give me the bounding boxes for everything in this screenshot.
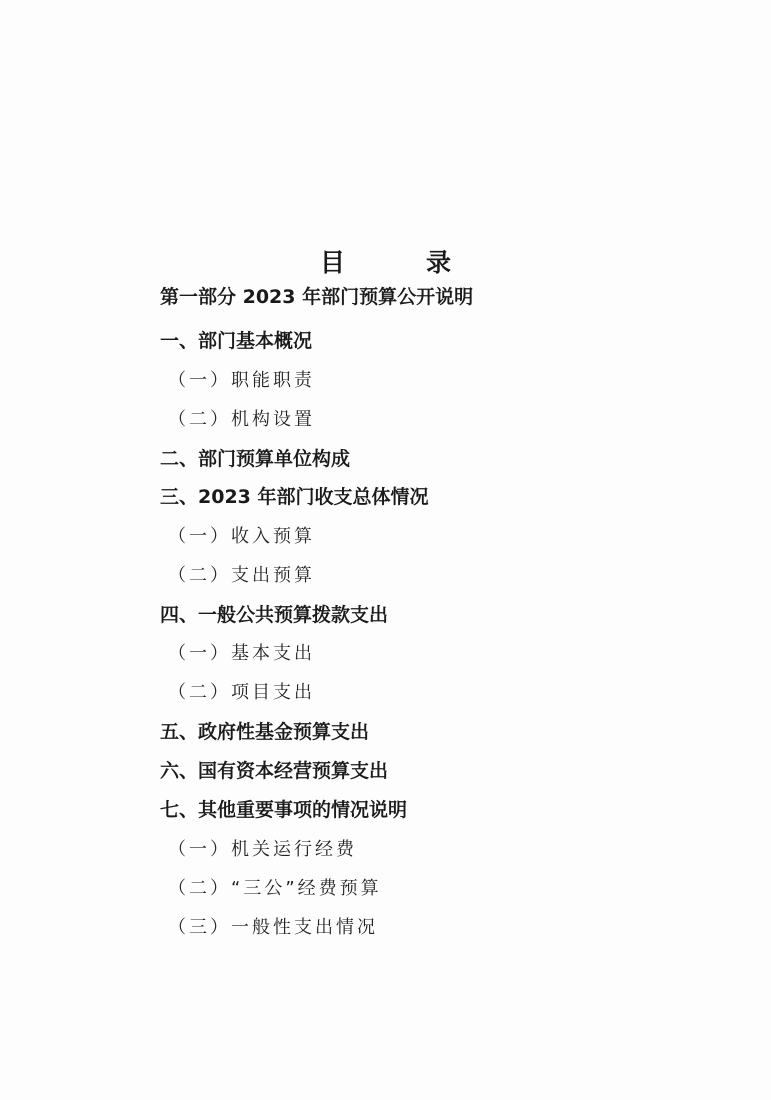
- toc-entry-section-6: 六、国有资本经营预算支出: [160, 760, 389, 782]
- toc-entry-section-7-2: （二）“三公”经费预算: [168, 878, 382, 899]
- toc-entry-section-1-1: （一）职能职责: [168, 370, 315, 391]
- toc-entry-section-3-1: （一）收入预算: [168, 526, 315, 547]
- toc-entry-part-one: 第一部分 2023 年部门预算公开说明: [160, 286, 474, 308]
- toc-entry-section-1: 一、部门基本概况: [160, 330, 313, 352]
- toc-entry-section-7-1: （一）机关运行经费: [168, 839, 357, 860]
- toc-entry-section-1-2: （二）机构设置: [168, 409, 315, 430]
- toc-entry-section-7-3: （三）一般性支出情况: [168, 917, 378, 938]
- toc-entry-section-4: 四、一般公共预算拨款支出: [160, 604, 389, 626]
- toc-entry-section-4-1: （一）基本支出: [168, 643, 315, 664]
- toc-entry-section-4-2: （二）项目支出: [168, 682, 315, 703]
- toc-entry-section-7: 七、其他重要事项的情况说明: [160, 799, 408, 821]
- toc-entry-section-5: 五、政府性基金预算支出: [160, 721, 370, 743]
- toc-title: 目 录: [319, 248, 479, 277]
- toc-entry-section-3-2: （二）支出预算: [168, 565, 315, 586]
- toc-entry-section-2: 二、部门预算单位构成: [160, 448, 351, 470]
- toc-entry-section-3: 三、2023 年部门收支总体情况: [160, 486, 429, 508]
